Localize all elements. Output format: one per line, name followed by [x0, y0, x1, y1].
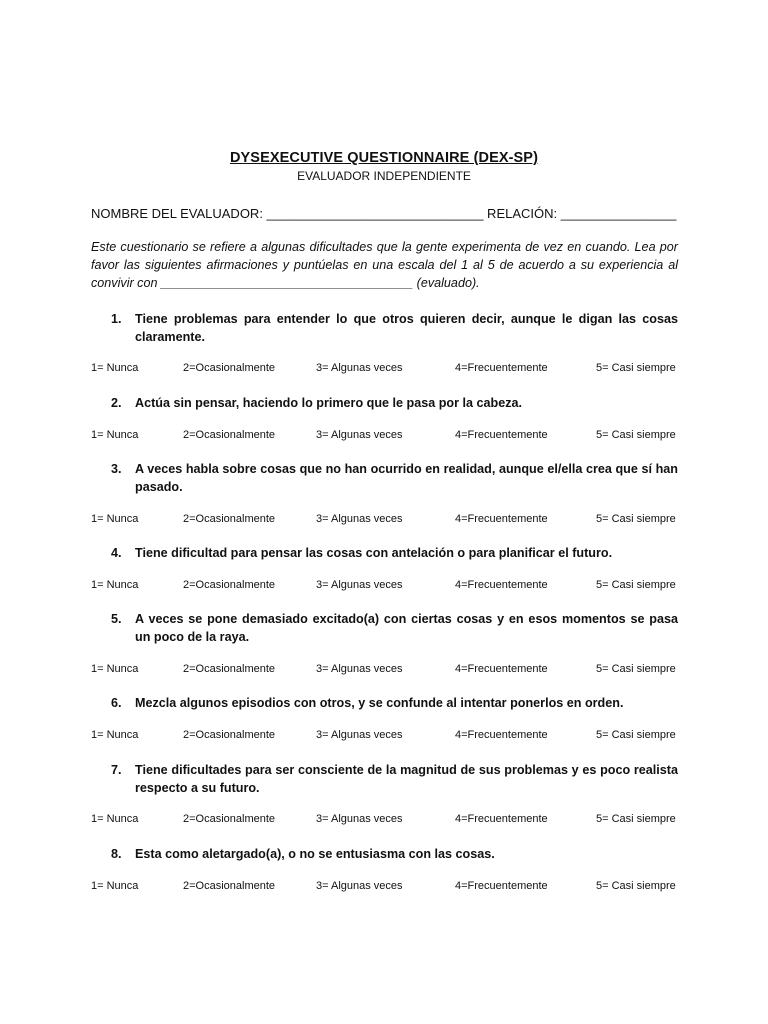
question-text: Mezcla algunos episodios con otros, y se confunde al intentar ponerlos en orden. — [135, 696, 624, 710]
question-text: Tiene dificultad para pensar las cosas con antelación o para planificar el futuro. — [135, 546, 613, 560]
question-text: A veces se pone demasiado excitado(a) con ciertas cosas y en esos momentos se pasa un poco de la raya. — [135, 612, 678, 644]
document-title: DYSEXECUTIVE QUESTIONNAIRE (DEX-SP) — [229, 150, 539, 166]
scale-option-1: 1= Nunca — [91, 579, 139, 591]
question-6 — [91, 694, 678, 712]
rating-scale-5 — [91, 663, 691, 677]
question-number: 6. — [111, 696, 122, 710]
scale-option-4: 4=Frecuentemente — [455, 513, 548, 525]
scale-option-5: 5= Casi siempre — [596, 813, 676, 825]
scale-option-4: 4=Frecuentemente — [455, 729, 548, 741]
scale-option-1: 1= Nunca — [91, 880, 139, 892]
question-number: 8. — [111, 847, 122, 861]
rating-scale-7 — [91, 813, 691, 827]
scale-option-2: 2=Ocasionalmente — [183, 880, 276, 892]
scale-option-3: 3= Algunas veces — [316, 813, 403, 825]
question-number: 5. — [111, 612, 122, 626]
rating-scale-6 — [91, 729, 691, 743]
scale-option-3: 3= Algunas veces — [316, 729, 403, 741]
rating-scale-1 — [91, 362, 691, 376]
rating-scale-2 — [91, 429, 691, 443]
scale-option-3: 3= Algunas veces — [316, 579, 403, 591]
question-7 — [91, 761, 678, 797]
scale-option-2: 2=Ocasionalmente — [183, 663, 276, 675]
question-number: 4. — [111, 546, 122, 560]
question-4 — [91, 544, 678, 562]
scale-option-4: 4=Frecuentemente — [455, 429, 548, 441]
evaluator-line: NOMBRE DEL EVALUADOR: ______________________________ RELACIÓN: ________________ — [91, 206, 677, 221]
question-number: 2. — [111, 396, 122, 410]
question-5 — [91, 610, 678, 646]
rating-scale-3 — [91, 513, 691, 527]
scale-option-4: 4=Frecuentemente — [455, 579, 548, 591]
rating-scale-4 — [91, 579, 691, 593]
question-number: 1. — [111, 312, 122, 326]
document-subtitle: EVALUADOR INDEPENDIENTE — [297, 169, 471, 183]
scale-option-4: 4=Frecuentemente — [455, 663, 548, 675]
scale-option-3: 3= Algunas veces — [316, 880, 403, 892]
instructions-paragraph: Este cuestionario se refiere a algunas dificultades que la gente experimenta de vez en cuando. Lea por favor las siguientes afirmaciones y puntúelas en una escala del 1 al 5 de acuerdo a su experiencia al convivir con ____________________________________ (evaluado). — [91, 240, 678, 290]
scale-option-2: 2=Ocasionalmente — [183, 362, 276, 374]
scale-option-4: 4=Frecuentemente — [455, 362, 548, 374]
scale-option-3: 3= Algunas veces — [316, 362, 403, 374]
scale-option-2: 2=Ocasionalmente — [183, 429, 276, 441]
scale-option-1: 1= Nunca — [91, 663, 139, 675]
scale-option-1: 1= Nunca — [91, 513, 139, 525]
scale-option-2: 2=Ocasionalmente — [183, 813, 276, 825]
question-2 — [91, 394, 678, 412]
scale-option-1: 1= Nunca — [91, 813, 139, 825]
scale-option-5: 5= Casi siempre — [596, 880, 676, 892]
scale-option-5: 5= Casi siempre — [596, 663, 676, 675]
scale-option-5: 5= Casi siempre — [596, 729, 676, 741]
rating-scale-8 — [91, 880, 691, 894]
scale-option-3: 3= Algunas veces — [316, 429, 403, 441]
question-text: Tiene problemas para entender lo que otros quieren decir, aunque le digan las cosas claramente. — [135, 312, 678, 344]
scale-option-2: 2=Ocasionalmente — [183, 513, 276, 525]
question-1 — [91, 310, 678, 346]
question-3 — [91, 460, 678, 496]
question-text: A veces habla sobre cosas que no han ocurrido en realidad, aunque el/ella crea que sí han pasado. — [135, 462, 678, 494]
scale-option-1: 1= Nunca — [91, 362, 139, 374]
question-8 — [91, 845, 678, 863]
scale-option-2: 2=Ocasionalmente — [183, 729, 276, 741]
scale-option-5: 5= Casi siempre — [596, 513, 676, 525]
scale-option-3: 3= Algunas veces — [316, 513, 403, 525]
scale-option-5: 5= Casi siempre — [596, 579, 676, 591]
scale-option-4: 4=Frecuentemente — [455, 880, 548, 892]
scale-option-5: 5= Casi siempre — [596, 362, 676, 374]
question-text: Tiene dificultades para ser consciente de la magnitud de sus problemas y es poco realista respecto a su futuro. — [135, 763, 678, 795]
scale-option-4: 4=Frecuentemente — [455, 813, 548, 825]
scale-option-5: 5= Casi siempre — [596, 429, 676, 441]
question-text: Esta como aletargado(a), o no se entusiasma con las cosas. — [135, 847, 495, 861]
scale-option-1: 1= Nunca — [91, 429, 139, 441]
scale-option-1: 1= Nunca — [91, 729, 139, 741]
question-number: 7. — [111, 763, 122, 777]
question-text: Actúa sin pensar, haciendo lo primero que le pasa por la cabeza. — [135, 396, 523, 410]
scale-option-2: 2=Ocasionalmente — [183, 579, 276, 591]
question-number: 3. — [111, 462, 122, 476]
scale-option-3: 3= Algunas veces — [316, 663, 403, 675]
